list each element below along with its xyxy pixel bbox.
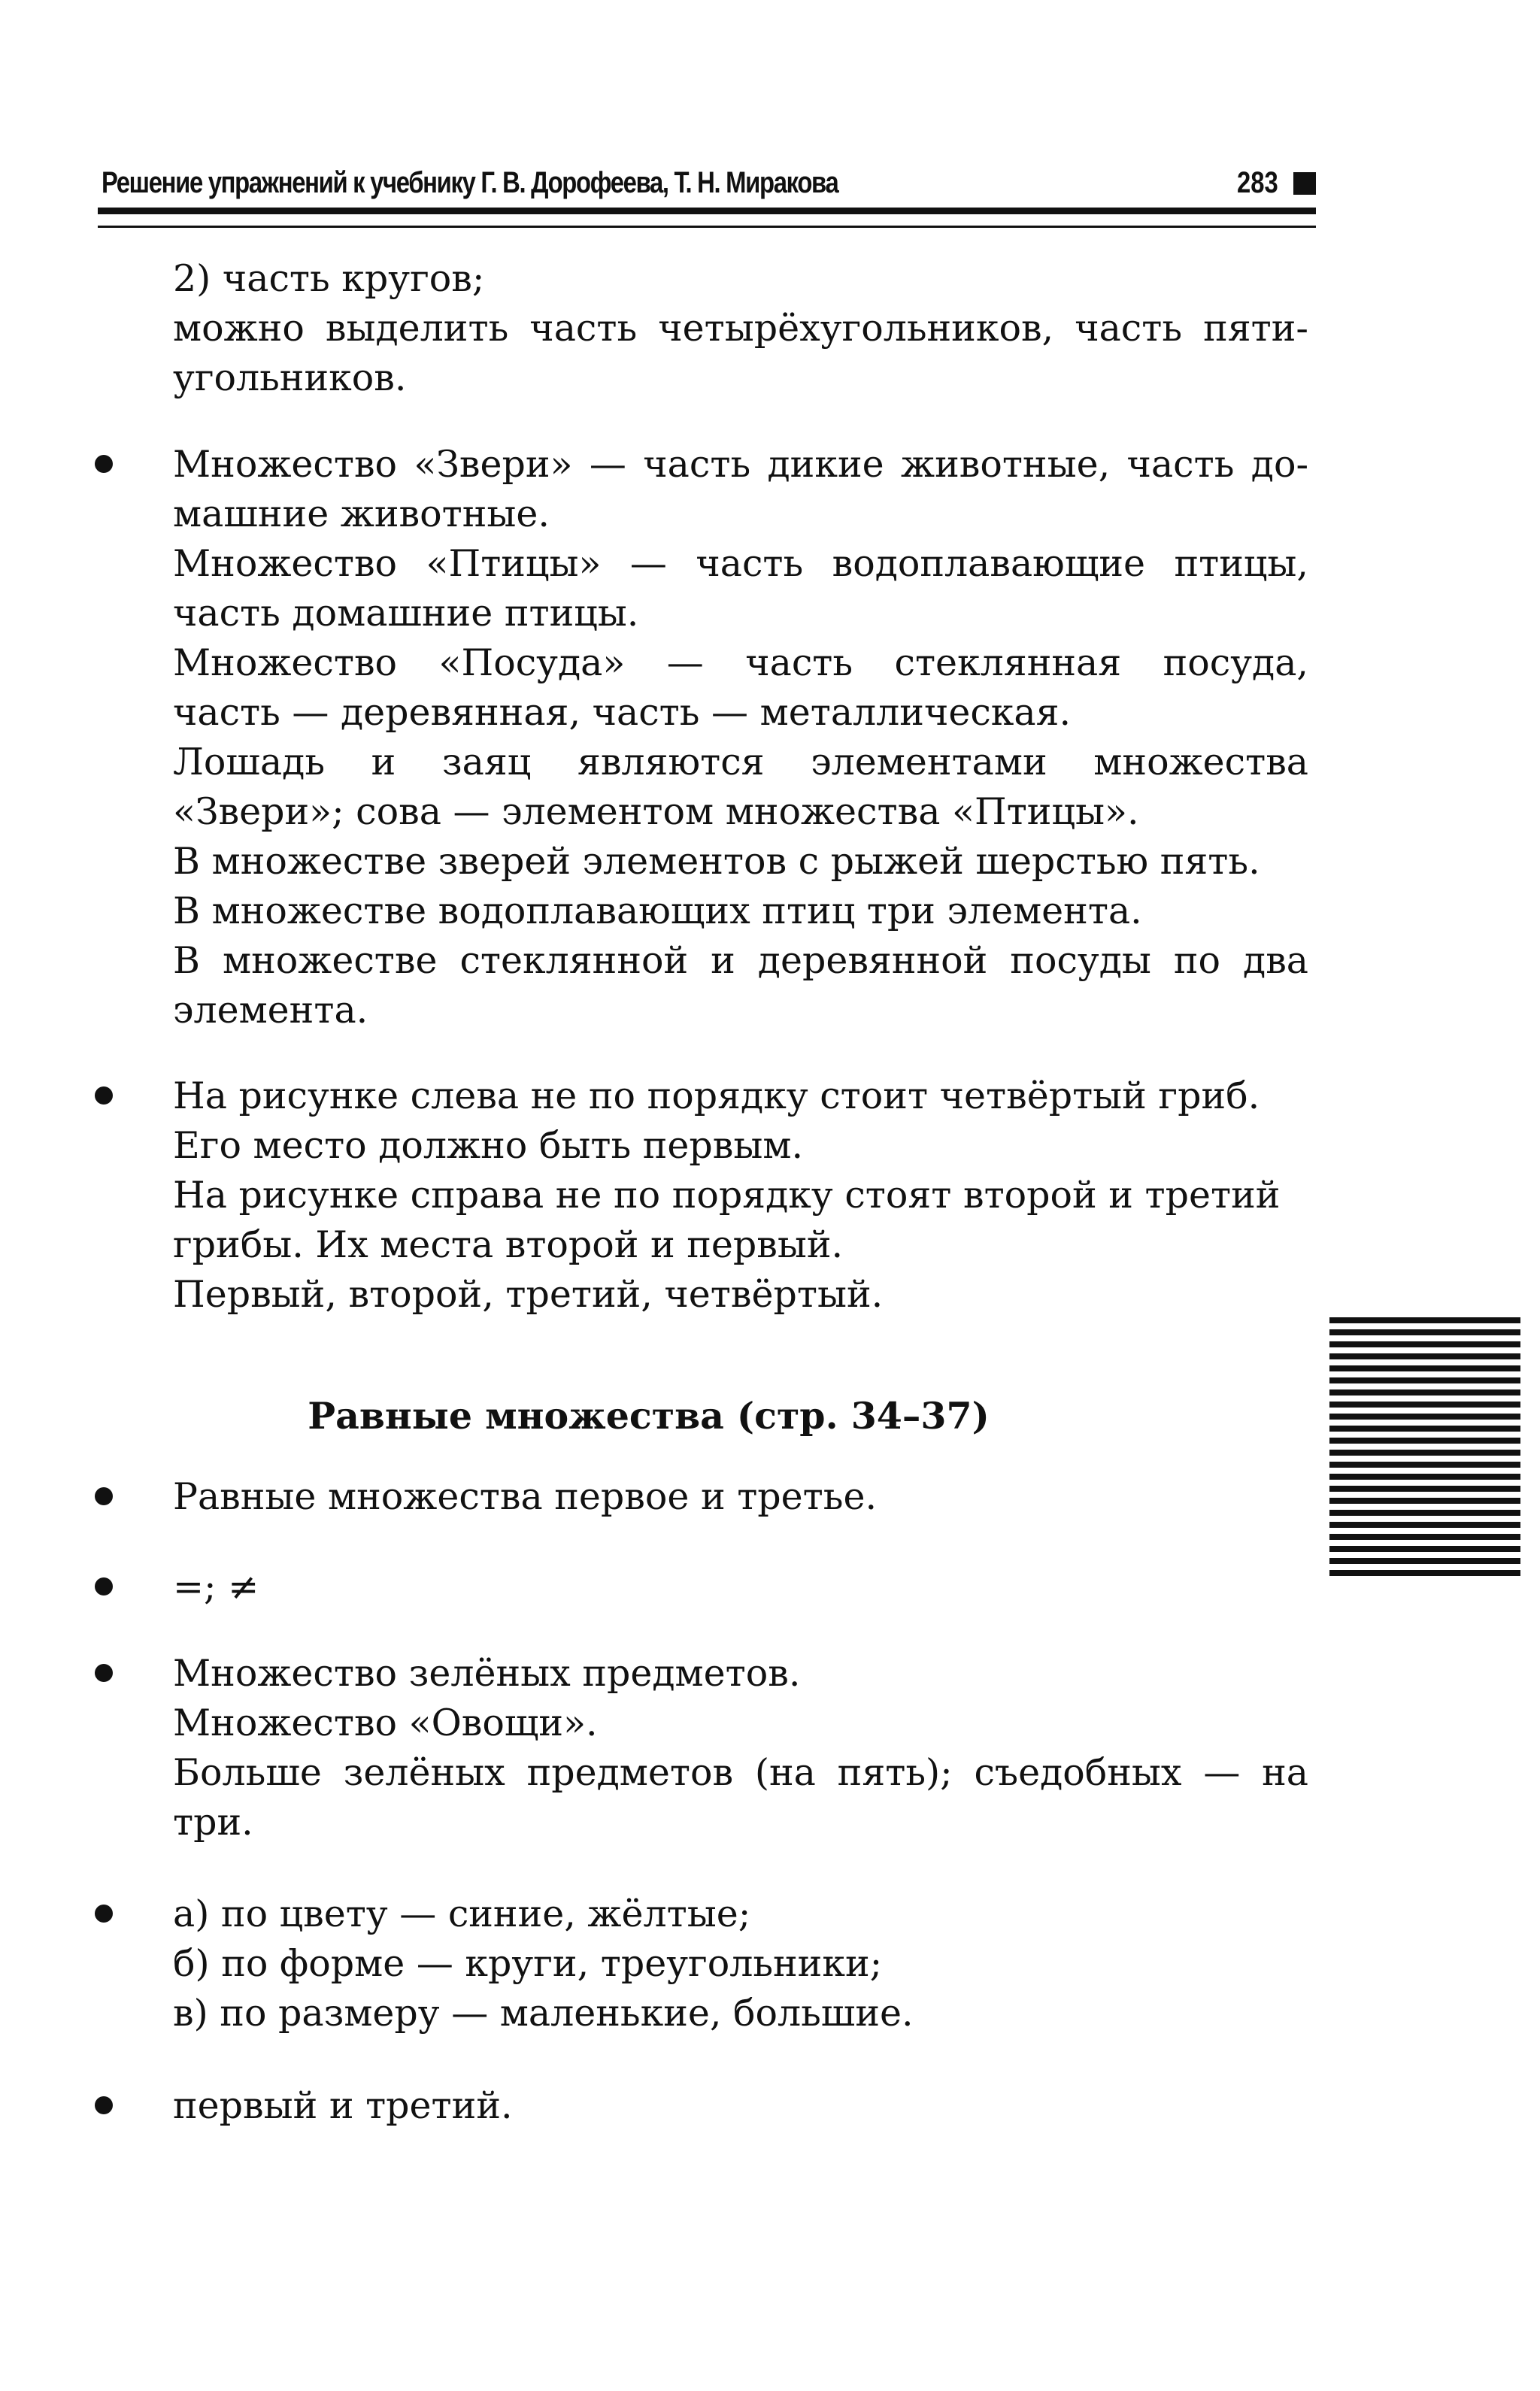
square-marker-icon xyxy=(1293,172,1316,195)
bullet-icon xyxy=(95,1086,113,1105)
text-line: три. xyxy=(173,1801,253,1844)
text-line: а) по цвету — синие, жёлтые; xyxy=(173,1892,751,1935)
text-line: 2) часть кругов; xyxy=(173,257,485,300)
text-line: часть — деревянная, часть — металлическая. xyxy=(173,691,1072,734)
bullet-icon xyxy=(95,1664,113,1682)
chapter-thumb-tab xyxy=(1329,1317,1520,1581)
text-line: элемента. xyxy=(173,989,368,1032)
text-line: Множество зелёных предметов. xyxy=(173,1652,801,1695)
bullet-icon xyxy=(95,2096,113,2114)
text-line: В множестве стеклянной и деревянной посуды по два xyxy=(173,939,1308,982)
text-line: Множество «Овощи». xyxy=(173,1702,598,1744)
bullet-icon xyxy=(95,455,113,473)
text-line: Больше зелёных предметов (на пять); съедобных — на xyxy=(173,1751,1308,1794)
text-line: б) по форме — круги, треугольники; xyxy=(173,1942,883,1985)
text-line: Лошадь и заяц являются элементами множества xyxy=(173,741,1308,783)
text-line: Множество «Посуда» — часть стеклянная посуда, xyxy=(173,641,1308,684)
text-line: «Звери»; сова — элементом множества «Птицы». xyxy=(173,790,1139,833)
text-line: В множестве водоплавающих птиц три элемента. xyxy=(173,889,1142,932)
text-line: В множестве зверей элементов с рыжей шерстью пять. xyxy=(173,840,1260,883)
text-line: На рисунке справа не по порядку стоят второй и третий xyxy=(173,1174,1281,1217)
text-line: =; ≠ xyxy=(173,1565,259,1608)
text-line: Первый, второй, третий, четвёртый. xyxy=(173,1273,884,1316)
text-line: грибы. Их места второй и первый. xyxy=(173,1223,844,1266)
page-number: 283 xyxy=(1237,166,1278,199)
text-line: Его место должно быть первым. xyxy=(173,1124,804,1167)
header-title: Решение упражнений к учебнику Г. В. Дорофеева, Т. Н. Миракова xyxy=(102,166,838,199)
bullet-icon xyxy=(95,1905,113,1923)
text-line: Равные множества первое и третье. xyxy=(173,1475,878,1518)
running-header xyxy=(102,164,1316,202)
text-line: угольников. xyxy=(173,356,407,399)
text-line: часть домашние птицы. xyxy=(173,592,639,635)
text-line: первый и третий. xyxy=(173,2084,513,2127)
text-line: Множество «Звери» — часть дикие животные, часть до- xyxy=(173,443,1308,486)
text-line: На рисунке слева не по порядку стоит четвёртый гриб. xyxy=(173,1074,1260,1117)
header-rule-thick xyxy=(98,208,1316,214)
bullet-icon xyxy=(95,1577,113,1596)
section-title: Равные множества (стр. 34–37) xyxy=(308,1394,990,1438)
text-line: в) по размеру — маленькие, большие. xyxy=(173,1992,914,2035)
text-line: машние животные. xyxy=(173,492,550,535)
text-line: можно выделить часть четырёхугольников, часть пяти- xyxy=(173,307,1308,350)
header-rule-thin xyxy=(98,226,1316,228)
text-line: Множество «Птицы» — часть водоплавающие птицы, xyxy=(173,542,1308,585)
bullet-icon xyxy=(95,1487,113,1505)
